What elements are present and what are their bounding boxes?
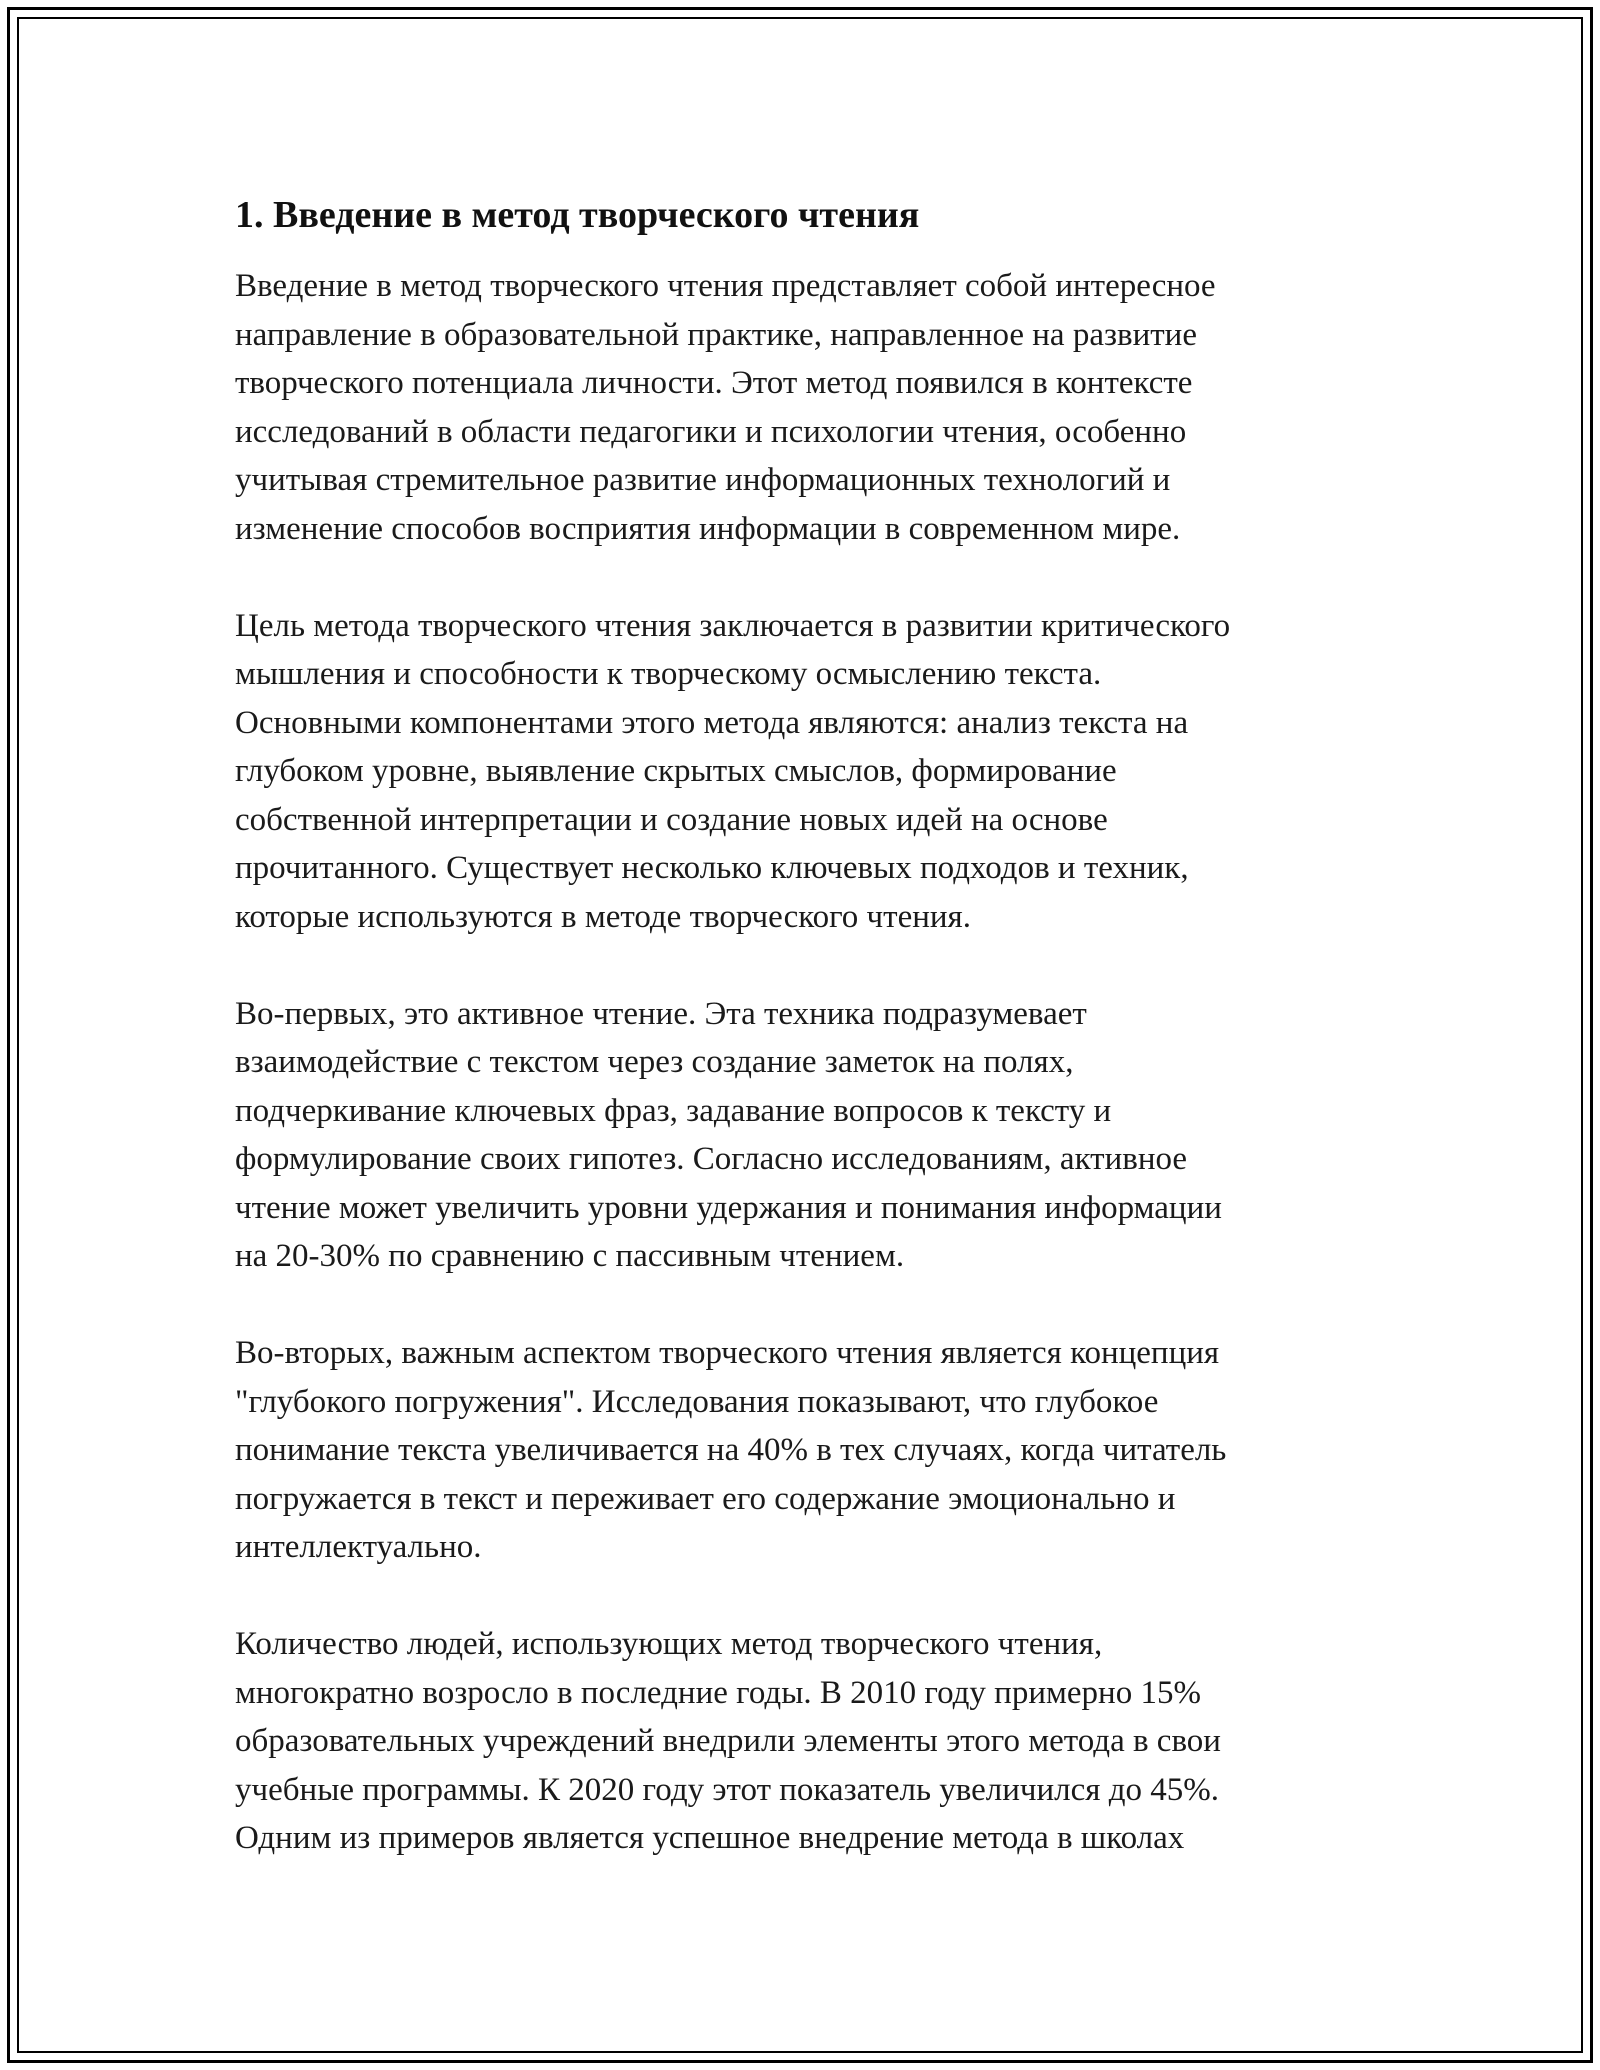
- section-heading: 1. Введение в метод творческого чтения: [235, 194, 920, 236]
- text-line: глубоком уровне, выявление скрытых смыслов, формирование: [235, 753, 1117, 789]
- text-line: Основными компонентами этого метода являются: анализ текста на: [235, 704, 1189, 741]
- text-line: Введение в метод творческого чтения представляет собой интересное: [235, 268, 1216, 304]
- text-line: многократно возросло в последние годы. В 2010 году примерно 15%: [235, 1674, 1201, 1711]
- text-line: учебные программы. К 2020 году этот показатель увеличился до 45%.: [235, 1771, 1219, 1808]
- text-line: исследований в области педагогики и психологии чтения, особенно: [235, 413, 1187, 450]
- document-body: [235, 190, 1365, 1911]
- text-line: взаимодействие с текстом через создание заметок на полях,: [235, 1044, 1074, 1080]
- text-line: погружается в текст и переживает его содержание эмоционально и: [235, 1480, 1176, 1517]
- text-line: Количество людей, использующих метод творческого чтения,: [235, 1626, 1103, 1662]
- text-line: Цель метода творческого чтения заключается в развитии критического: [235, 607, 1231, 644]
- text-line: Одним из примеров является успешное внедрение метода в школах: [235, 1820, 1185, 1856]
- text-line: направление в образовательной практике, направленное на развитие: [235, 316, 1197, 353]
- text-line: творческого потенциала личности. Этот метод появился в контексте: [235, 365, 1193, 401]
- paragraph-deep-immersion: [235, 1329, 1365, 1572]
- text-line: прочитанного. Существует несколько ключевых подходов и техник,: [235, 850, 1189, 886]
- text-line: подчеркивание ключевых фраз, задавание вопросов к тексту и: [235, 1092, 1112, 1129]
- text-line: собственной интерпретации и создание новых идей на основе: [235, 801, 1108, 838]
- text-line: Во-первых, это активное чтение. Эта техника подразумевает: [235, 995, 1087, 1032]
- text-line: образовательных учреждений внедрили элементы этого метода в свои: [235, 1723, 1221, 1759]
- paragraph-active-reading: [235, 990, 1365, 1281]
- text-line: Во-вторых, важным аспектом творческого чтения является концепция: [235, 1335, 1220, 1371]
- text-line: которые используются в методе творческого чтения.: [235, 898, 971, 935]
- paragraph-goal: [235, 602, 1365, 942]
- text-line: понимание текста увеличивается на 40% в тех случаях, когда читатель: [235, 1432, 1227, 1468]
- paragraph-adoption: [235, 1620, 1365, 1863]
- text-line: на 20-30% по сравнению с пассивным чтением.: [235, 1238, 905, 1274]
- text-line: формулирование своих гипотез. Согласно исследованиям, активное: [235, 1141, 1188, 1177]
- text-line: мышления и способности к творческому осмыслению текста.: [235, 656, 1102, 692]
- text-line: интеллектуально.: [235, 1529, 482, 1565]
- text-line: учитывая стремительное развитие информационных технологий и: [235, 462, 1171, 498]
- text-line: "глубокого погружения". Исследования показывают, что глубокое: [235, 1383, 1159, 1420]
- paragraph-intro: [235, 262, 1365, 553]
- text-line: изменение способов восприятия информации в современном мире.: [235, 510, 1181, 547]
- text-line: чтение может увеличить уровни удержания и понимания информации: [235, 1189, 1222, 1226]
